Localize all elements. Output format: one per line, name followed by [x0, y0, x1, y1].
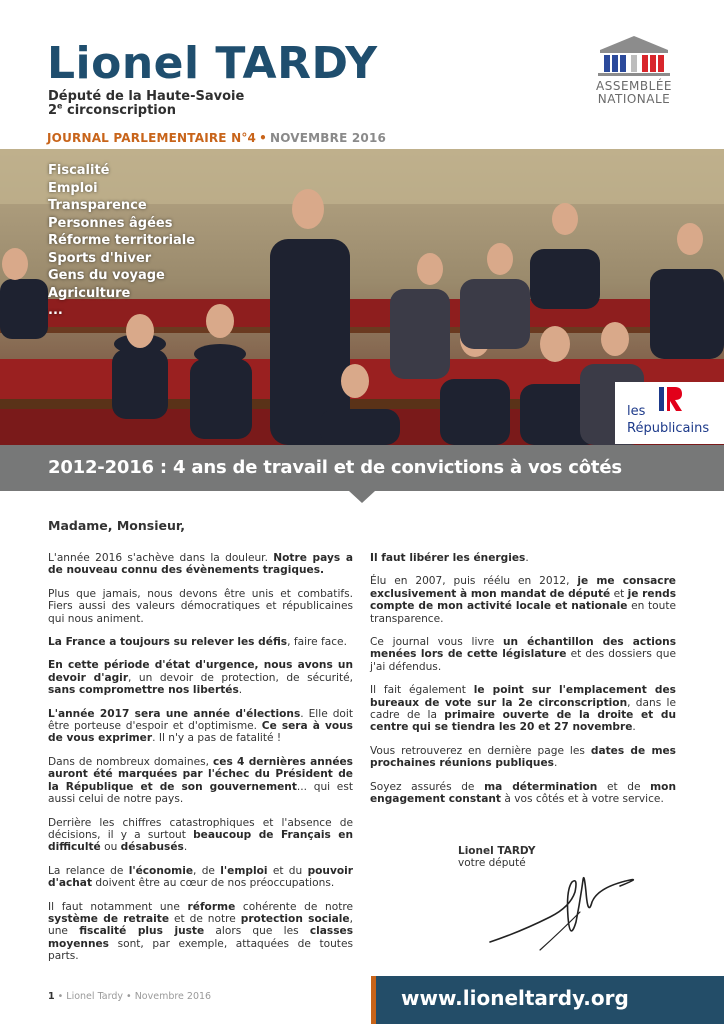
banner-arrow	[349, 491, 375, 503]
photo-copyright: © Assemblée nationale 2015	[612, 138, 700, 145]
salutation: Madame, Monsieur,	[48, 518, 185, 533]
letter-paragraph: En cette période d'état d'urgence, nous avons un devoir d'agir, un devoir de protection, de sécurité, sans compromettre nos libertés.	[48, 659, 353, 697]
topic-item: Agriculture	[48, 285, 131, 301]
letter-paragraph: L'année 2017 sera une année d'élections. Elle doit être porteuse d'espoir et d'optimisme. Ce sera à vous de vous exprimer. Il n'y a pas de fatalité !	[48, 707, 353, 745]
letter-paragraph: Plus que jamais, nous devons être unis et combatifs. Fiers aussi des valeurs démocratiques et républicaines qui nous animent.	[48, 587, 353, 625]
letter-column-right	[370, 552, 676, 817]
letter-paragraph: Dans de nombreux domaines, ces 4 dernières années auront été marquées par l'échec du Président de la République et de son gouvernement... qui est aussi celui de notre pays.	[48, 755, 353, 806]
banner-title: 2012-2016 : 4 ans de travail et de convictions à vos côtés	[48, 457, 622, 478]
letter-paragraph: Il faut libérer les énergies.	[370, 552, 529, 564]
constituency-label: circonscription	[62, 103, 176, 118]
letter-paragraph: Il faut notamment une réforme cohérente de notre système de retraite et de notre protection sociale, une fiscalité plus juste alors que les classes moyennes sont, par exemple, attaquées de toutes parts.	[48, 900, 354, 963]
constituency	[48, 103, 176, 118]
constituency-suffix: e	[57, 101, 63, 111]
letter-paragraph: L'année 2016 s'achève dans la douleur. Notre pays a de nouveau connu des évènements tragiques.	[48, 552, 353, 577]
website-box-accent	[371, 976, 376, 1024]
footer-separator: •	[126, 991, 132, 1002]
signature-name: Lionel TARDY	[458, 845, 536, 857]
constituency-number: 2	[48, 103, 58, 118]
journal-label: JOURNAL PARLEMENTAIRE N°4	[47, 131, 257, 145]
page-number: 1	[48, 991, 55, 1002]
letter-column-left	[48, 552, 353, 974]
topic-item: Transparence	[48, 198, 147, 213]
lr-monogram-icon	[655, 384, 685, 414]
topic-item: Fiscalité	[48, 163, 110, 178]
letter-paragraph: Ce journal vous livre un échantillon des actions menées lors de cette législature et des dossiers que j'ai défendus.	[370, 636, 676, 673]
footer-author: Lionel Tardy	[66, 991, 124, 1002]
les-republicains-logo	[615, 382, 724, 444]
letter-paragraph: Élu en 2007, puis réélu en 2012, je me consacre exclusivement à mon mandat de député et je rends compte de mon activité locale et nationale en toute transparence.	[370, 575, 677, 625]
title-banner	[0, 445, 724, 491]
assemblee-line1: ASSEMBLÉE	[596, 79, 672, 93]
letter-paragraph: Derrière les chiffres catastrophiques et l'absence de décisions, il y a surtout beaucoup de Français en difficulté ou désabusés.	[48, 816, 353, 854]
footer-page-info	[48, 991, 211, 1002]
letter-paragraph: La France a toujours su relever les défis, faire face.	[48, 636, 347, 649]
assemblee-line2: NATIONALE	[597, 92, 671, 106]
assemblee-nationale-wordmark	[586, 80, 682, 106]
handwritten-signature-icon	[480, 862, 650, 954]
website-link[interactable]: www.lioneltardy.org	[401, 986, 629, 1010]
topic-item: Gens du voyage	[48, 268, 165, 283]
topic-item: ...	[48, 303, 63, 318]
letter-paragraph: Soyez assurés de ma détermination et de mon engagement constant à vos côtés et à votre service.	[370, 780, 676, 806]
journal-issue	[47, 131, 386, 145]
deputy-name: Lionel TARDY	[47, 38, 378, 89]
letter-paragraph: La relance de l'économie, de l'emploi et du pouvoir d'achat doivent être au cœur de nos préoccupations.	[48, 864, 354, 890]
deputy-title: Député de la Haute-Savoie	[48, 89, 245, 104]
topics-list	[48, 162, 195, 320]
lr-republicains: Républicains	[627, 421, 710, 436]
topic-item: Sports d'hiver	[48, 250, 152, 266]
journal-date: NOVEMBRE 2016	[269, 131, 387, 145]
footer-separator: •	[57, 991, 64, 1002]
letter-paragraph: Vous retrouverez en dernière page les dates de mes prochaines réunions publiques.	[370, 744, 676, 770]
lr-les: les	[627, 404, 646, 419]
footer-date: Novembre 2016	[134, 991, 212, 1002]
letter-paragraph: Il fait également le point sur l'emplacement des bureaux de vote sur la 2e circonscription, dans le cadre de la primaire ouverte de la droite et du centre qui se tiendra les 20 et 27 novembre.	[370, 684, 676, 734]
topic-item: Personnes âgées	[48, 215, 173, 231]
signature-role: votre député	[458, 857, 526, 869]
topic-item: Réforme territoriale	[48, 233, 196, 248]
journal-separator: •	[259, 131, 267, 145]
topic-item: Emploi	[48, 180, 98, 196]
